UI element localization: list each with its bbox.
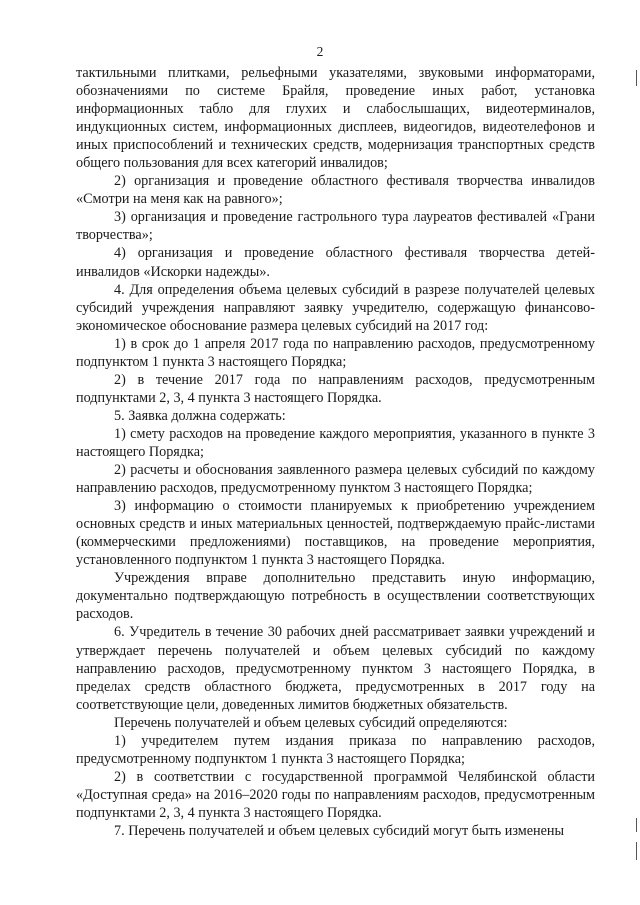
document-body [76,64,595,840]
paragraph-item-3-tour: 3) организация и проведение гастрольного тура лауреатов фестивалей «Грани творчества»; [76,209,595,244]
scan-edge-mark [636,818,638,832]
paragraph-section-4: 4. Для определения объема целевых субсидий в разрезе получателей целевых субсидий учреждения направляют заявку учредителю, содержащую финансово-экономическое обоснование размера целевых субсидий на 2017 год: [76,281,595,334]
paragraph-additional-info: Учреждения вправе дополнительно представить иную информацию, документально подтверждающую потребность в осуществлении соответствующих расходов. [76,570,595,623]
paragraph-determination-item-1: 1) учредителем путем издания приказа по направлению расходов, предусмотренному подпунктом 1 пункта 3 настоящего Порядка; [76,732,595,767]
paragraph-section-5-item-2: 2) расчеты и обоснования заявленного размера целевых субсидий по каждому направлению расходов, предусмотренному пунктом 3 настоящего Порядка; [76,462,595,497]
paragraph-section-5-item-3: 3) информацию о стоимости планируемых к приобретению учреждением основных средств и иных материальных ценностей, подтверждаемую прайс-листами (коммерческими предложениями) поставщиков, на проведение мероприятия, установленного подпунктом 1 пункта 3 настоящего Порядка. [76,498,595,569]
paragraph-section-4-deadline-1: 1) в срок до 1 апреля 2017 года по направлению расходов, предусмотренному подпунктом 1 пункта 3 настоящего Порядка; [76,335,595,370]
paragraph-list-determination: Перечень получателей и объем целевых субсидий определяются: [114,714,508,731]
paragraph-section-5: 5. Заявка должна содержать: [114,407,286,424]
paragraph-section-7: 7. Перечень получателей и объем целевых субсидий могут быть изменены [114,822,565,839]
paragraph-section-4-deadline-2: 2) в течение 2017 года по направлениям расходов, предусмотренным подпунктами 2, 3, 4 пункта 3 настоящего Порядка. [76,371,595,406]
scan-edge-mark [636,842,638,860]
paragraph-determination-item-2: 2) в соответствии с государственной программой Челябинской области «Доступная среда» на 2016–2020 годы по направлениям расходов, предусмотренным подпунктами 2, 3, 4 пункта 3 настоящего Порядка. [76,768,595,821]
page-number: 2 [316,44,324,59]
paragraph-continuation: тактильными плитками, рельефными указателями, звуковыми информаторами, обозначениями по системе Брайля, проведение иных работ, установка информационных табло для глухих и слабослышащих, видеотерминалов, индукционных систем, информационных дисплеев, видеогидов, видеотелефонов и иных приспособлений и технических средств, модернизация транспортных средств общего пользования для всех категорий инвалидов; [76,65,595,172]
paragraph-section-5-item-1: 1) смету расходов на проведение каждого мероприятия, указанного в пункте 3 настоящего Порядка; [76,425,595,460]
paragraph-item-2-festival: 2) организация и проведение областного фестиваля творчества инвалидов «Смотри на меня как на равного»; [76,173,595,208]
paragraph-item-4-children-festival: 4) организация и проведение областного фестиваля творчества детей-инвалидов «Искорки надежды». [76,245,595,280]
scan-edge-mark [636,70,638,86]
paragraph-section-6: 6. Учредитель в течение 30 рабочих дней рассматривает заявки учреждений и утверждает перечень получателей и объем целевых субсидий по каждому направлению расходов, предусмотренному пунктом 3 настоящего Порядка, в пределах средств областного бюджета, предусмотренных в 2017 году на соответствующие цели, доведенных лимитов бюджетных обязательств. [76,624,595,713]
